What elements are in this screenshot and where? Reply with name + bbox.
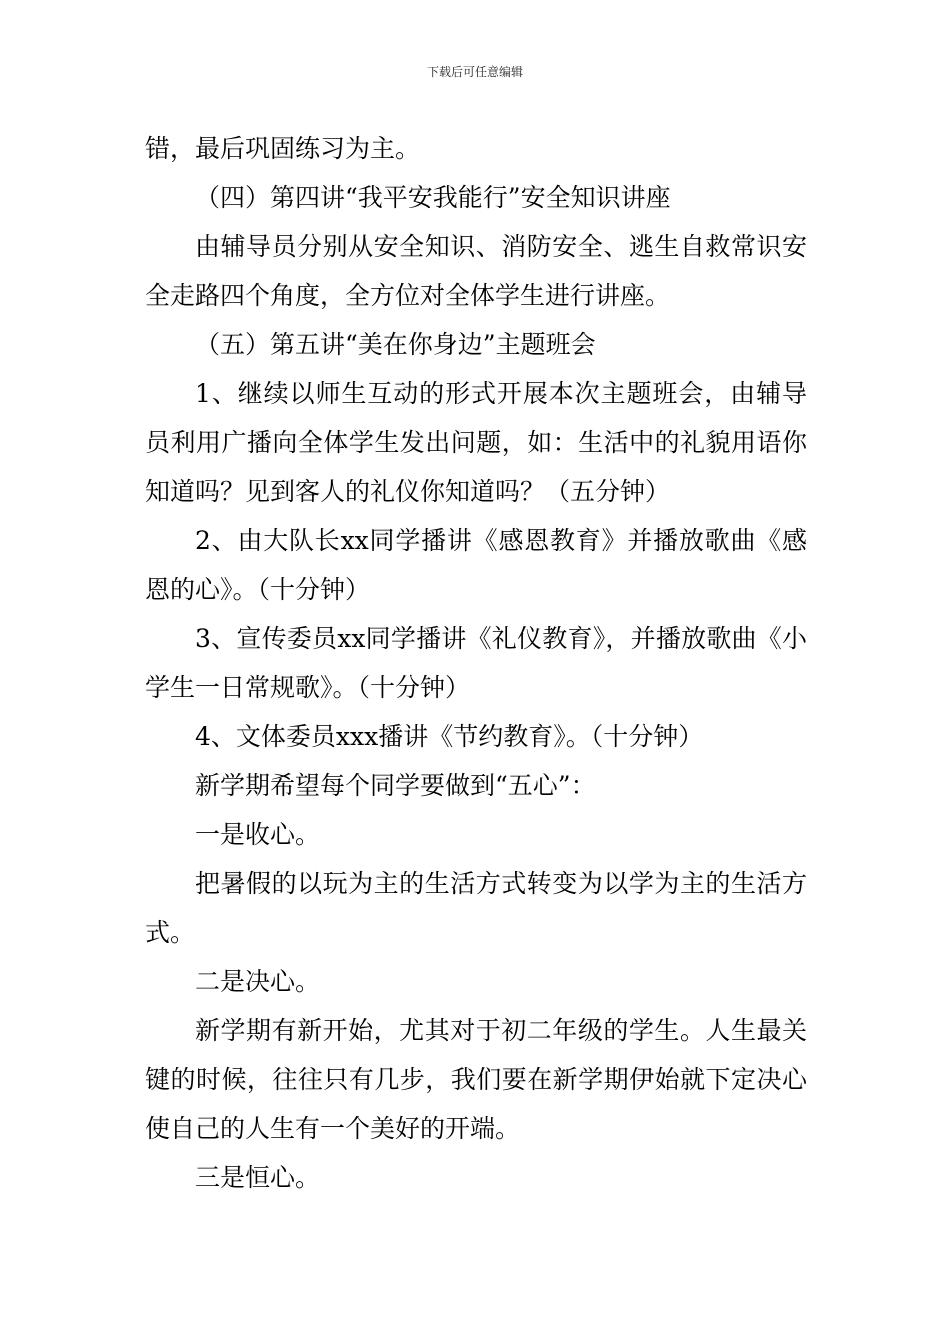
paragraph-4: （五）第五讲“美在你身边”主题班会 [195, 330, 596, 359]
paragraph-12: 二是决心。 [195, 967, 321, 996]
paragraph-2: （四）第四讲“我平安我能行”安全知识讲座 [195, 183, 671, 212]
paragraph-14: 三是恒心。 [195, 1163, 321, 1192]
paragraph-6: 2、由大队长xx同学播讲《感恩教育》并播放歌曲《感恩的心》。（十分钟） [145, 526, 807, 604]
paragraph-11: 把暑假的以玩为主的生活方式转变为以学为主的生活方式。 [145, 869, 807, 947]
paragraph-9: 新学期希望每个同学要做到“五心”： [195, 771, 596, 800]
paragraph-7: 3、宣传委员xx同学播讲《礼仪教育》，并播放歌曲《小学生一日常规歌》。（十分钟） [145, 624, 807, 702]
paragraph-13: 新学期有新开始，尤其对于初二年级的学生。人生最关键的时候，往往只有几步，我们要在新学期伊始就下定决心使自己的人生有一个美好的开端。 [145, 1016, 807, 1143]
paragraph-3: 由辅导员分别从安全知识、消防安全、逃生自救常识安全走路四个角度，全方位对全体学生进行讲座。 [145, 232, 807, 310]
paragraph-10: 一是收心。 [195, 820, 321, 849]
paragraph-1: 错，最后巩固练习为主。 [145, 134, 421, 163]
page-header-note: 下载后可任意编辑 [426, 65, 523, 79]
paragraph-5: 1、继续以师生互动的形式开展本次主题班会，由辅导员利用广播向全体学生发出问题，如：生活中的礼貌用语你知道吗？见到客人的礼仪你知道吗？（五分钟） [145, 379, 807, 506]
document-body [145, 124, 807, 1202]
paragraph-8: 4、文体委员xxx播讲《节约教育》。（十分钟） [195, 722, 704, 751]
